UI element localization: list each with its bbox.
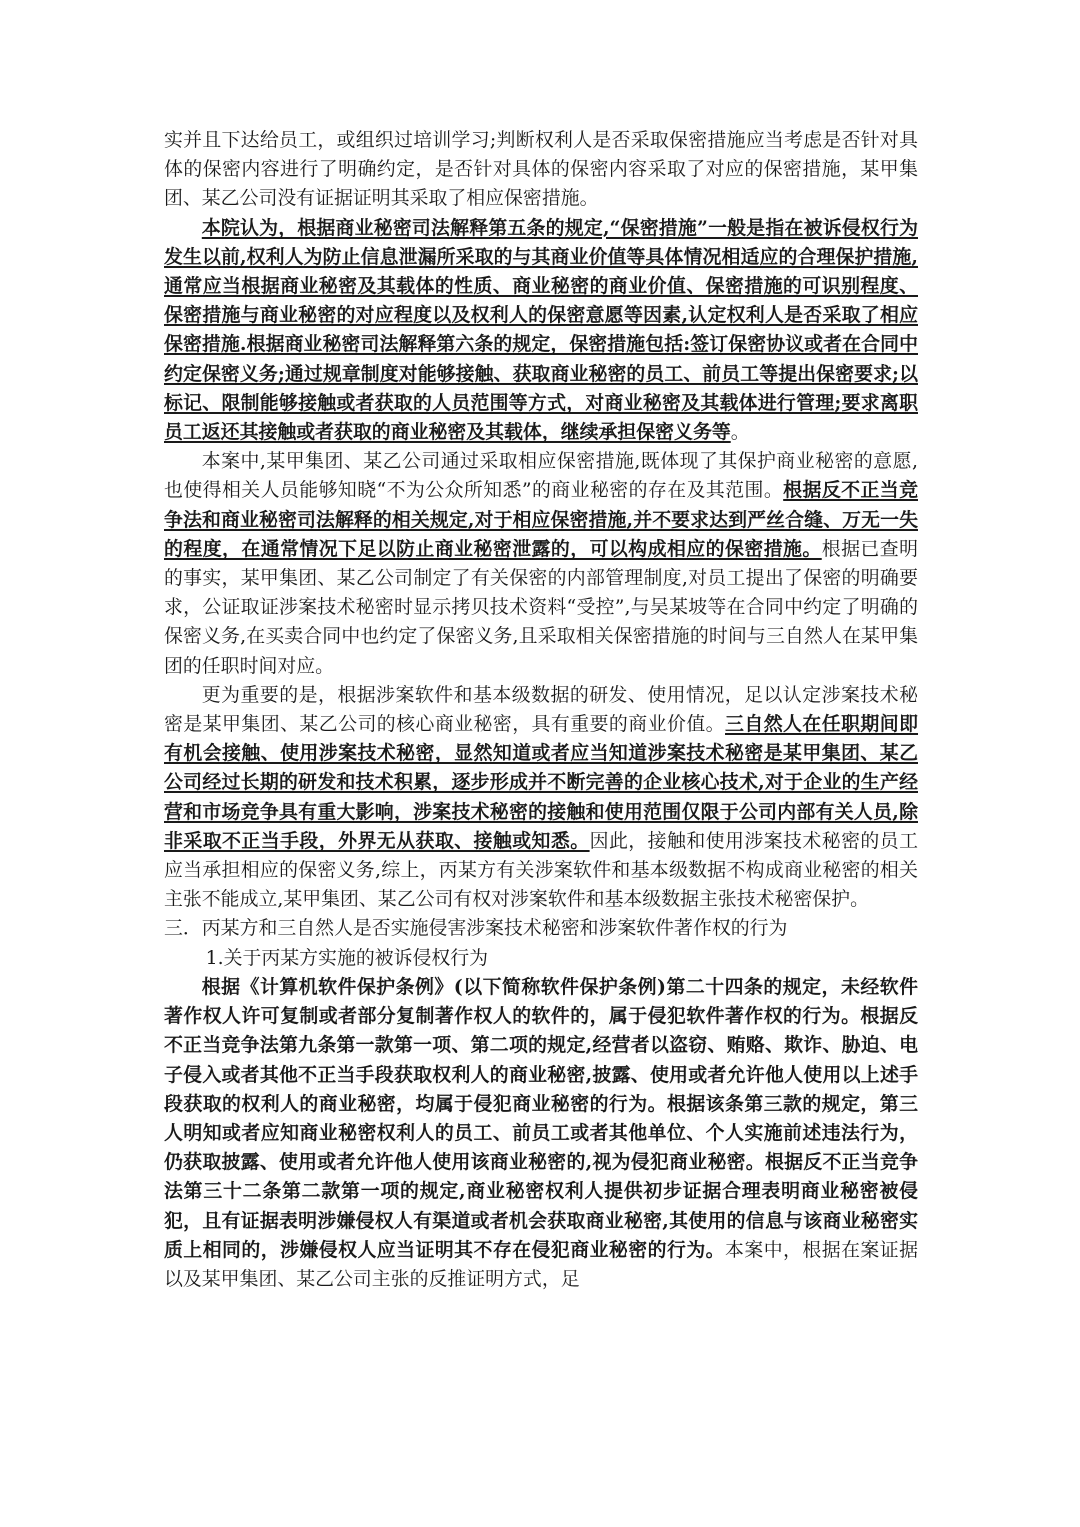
subsection-heading-1: 1.关于丙某方实施的被诉侵权行为 xyxy=(205,946,489,969)
paragraph-3-text-after: 根据已查明的事实，某甲集团、某乙公司制定了有关保密的内部管理制度,对员工提出了保密的明确要求，公证取证涉案技术秘密时显示拷贝技术资料“受控”,与吴某坡等在合同中约定了明确的保密义务,在买卖合同中也约定了保密义务,且采取相关保密措施的时间与三自然人在某甲集团的任职时间对应。 xyxy=(164,537,919,677)
paragraph-2 xyxy=(164,214,918,448)
paragraph-3 xyxy=(164,447,918,681)
paragraph-2-tail: 。 xyxy=(730,421,750,444)
paragraph-3-emphasis: 根据反不正当竞争法和商业秘密司法解释的相关规定,对于相应保密措施,并不要求达到严丝合缝、万无一失的程度，在通常情况下足以防止商业秘密泄露的，可以构成相应的保密措施。 xyxy=(164,479,918,560)
paragraph-2-emphasis: 本院认为，根据商业秘密司法解释第五条的规定,“保密措施”一般是指在被诉侵权行为发生以前,权利人为防止信息泄漏所采取的与其商业价值等具体情况相适应的合理保护措施,通常应当根据商业秘密及其载体的性质、商业秘密的商业价值、保密措施的可识别程度、保密措施与商业秘密的对应程度以及权利人的保密意愿等因素,认定权利人是否采取了相应保密措施.根据商业秘密司法解释第六条的规定，保密措施包括:签订保密协议或者在合同中约定保密义务;通过规章制度对能够接触、获取商业秘密的员工、前员工等提出保密要求;以标记、限制能够接触或者获取的人员范围等方式，对商业秘密及其载体进行管理;要求离职员工返还其接触或者获取的商业秘密及其载体，继续承担保密义务等 xyxy=(164,216,918,444)
paragraph-1 xyxy=(164,126,918,214)
paragraph-4 xyxy=(164,681,918,915)
paragraph-4-text-after: 因此，接触和使用涉案技术秘密的员工应当承担相应的保密义务,综上，丙某方有关涉案软件和基本级数据不构成商业秘密的相关主张不能成立,某甲集团、某乙公司有权对涉案软件和基本级数据主张技术秘密保护。 xyxy=(164,829,919,911)
paragraph-1-text: 实并且下达给员工，或组织过培训学习;判断权利人是否采取保密措施应当考虑是否针对具体的保密内容进行了明确约定，是否针对具体的保密内容采取了对应的保密措施，某甲集团、某乙公司没有证据证明其采取了相应保密措施。 xyxy=(164,129,918,210)
paragraph-5 xyxy=(164,973,918,1294)
paragraph-4-text-before: 更为重要的是，根据涉案软件和基本级数据的研发、使用情况，足以认定涉案技术秘密是某甲集团、某乙公司的核心商业秘密，具有重要的商业价值。 xyxy=(164,683,918,736)
document-page xyxy=(164,126,918,1294)
paragraph-5-bold: 根据《计算机软件保护条例》(以下简称软件保护条例)第二十四条的规定，未经软件著作权人许可复制或者部分复制著作权人的软件的，属于侵犯软件著作权的行为。根据反不正当竞争法第九条第一款第一项、第二项的规定,经营者以盗窃、贿赂、欺诈、胁迫、电子侵入或者其他不正当手段获取权利人的商业秘密,披露、使用或者允许他人使用以上述手段获取的权利人的商业秘密，均属于侵犯商业秘密的行为。根据该条第三款的规定，第三人明知或者应知商业秘密权利人的员工、前员工或者其他单位、个人实施前述违法行为，仍获取披露、使用或者允许他人使用该商业秘密的,视为侵犯商业秘密。根据反不正当竞争法第三十二条第二款第一项的规定,商业秘密权利人提供初步证据合理表明商业秘密被侵犯，且有证据表明涉嫌侵权人有渠道或者机会获取商业秘密,其使用的信息与该商业秘密实质上相同的，涉嫌侵权人应当证明其不存在侵犯商业秘密的行为。 xyxy=(164,975,918,1261)
section-heading-3: 三．丙某方和三自然人是否实施侵害涉案技术秘密和涉案软件著作权的行为 xyxy=(164,917,788,940)
paragraph-4-emphasis: 三自然人在任职期间即有机会接触、使用涉案技术秘密，显然知道或者应当知道涉案技术秘密是某甲集团、某乙公司经过长期的研发和技术积累，逐步形成并不断完善的企业核心技术,对于企业的生产经营和市场竞争具有重大影响，涉案技术秘密的接触和使用范围仅限于公司内部有关人员,除非采取不正当手段，外界无从获取、接触或知悉。 xyxy=(164,713,919,852)
paragraph-5-text-after: 本案中，根据在案证据以及某甲集团、某乙公司主张的反推证明方式，足 xyxy=(164,1238,919,1290)
paragraph-3-text-before: 本案中,某甲集团、某乙公司通过采取相应保密措施,既体现了其保护商业秘密的意愿,也使得相关人员能够知晓“不为公众所知悉”的商业秘密的存在及其范围。 xyxy=(164,450,918,502)
